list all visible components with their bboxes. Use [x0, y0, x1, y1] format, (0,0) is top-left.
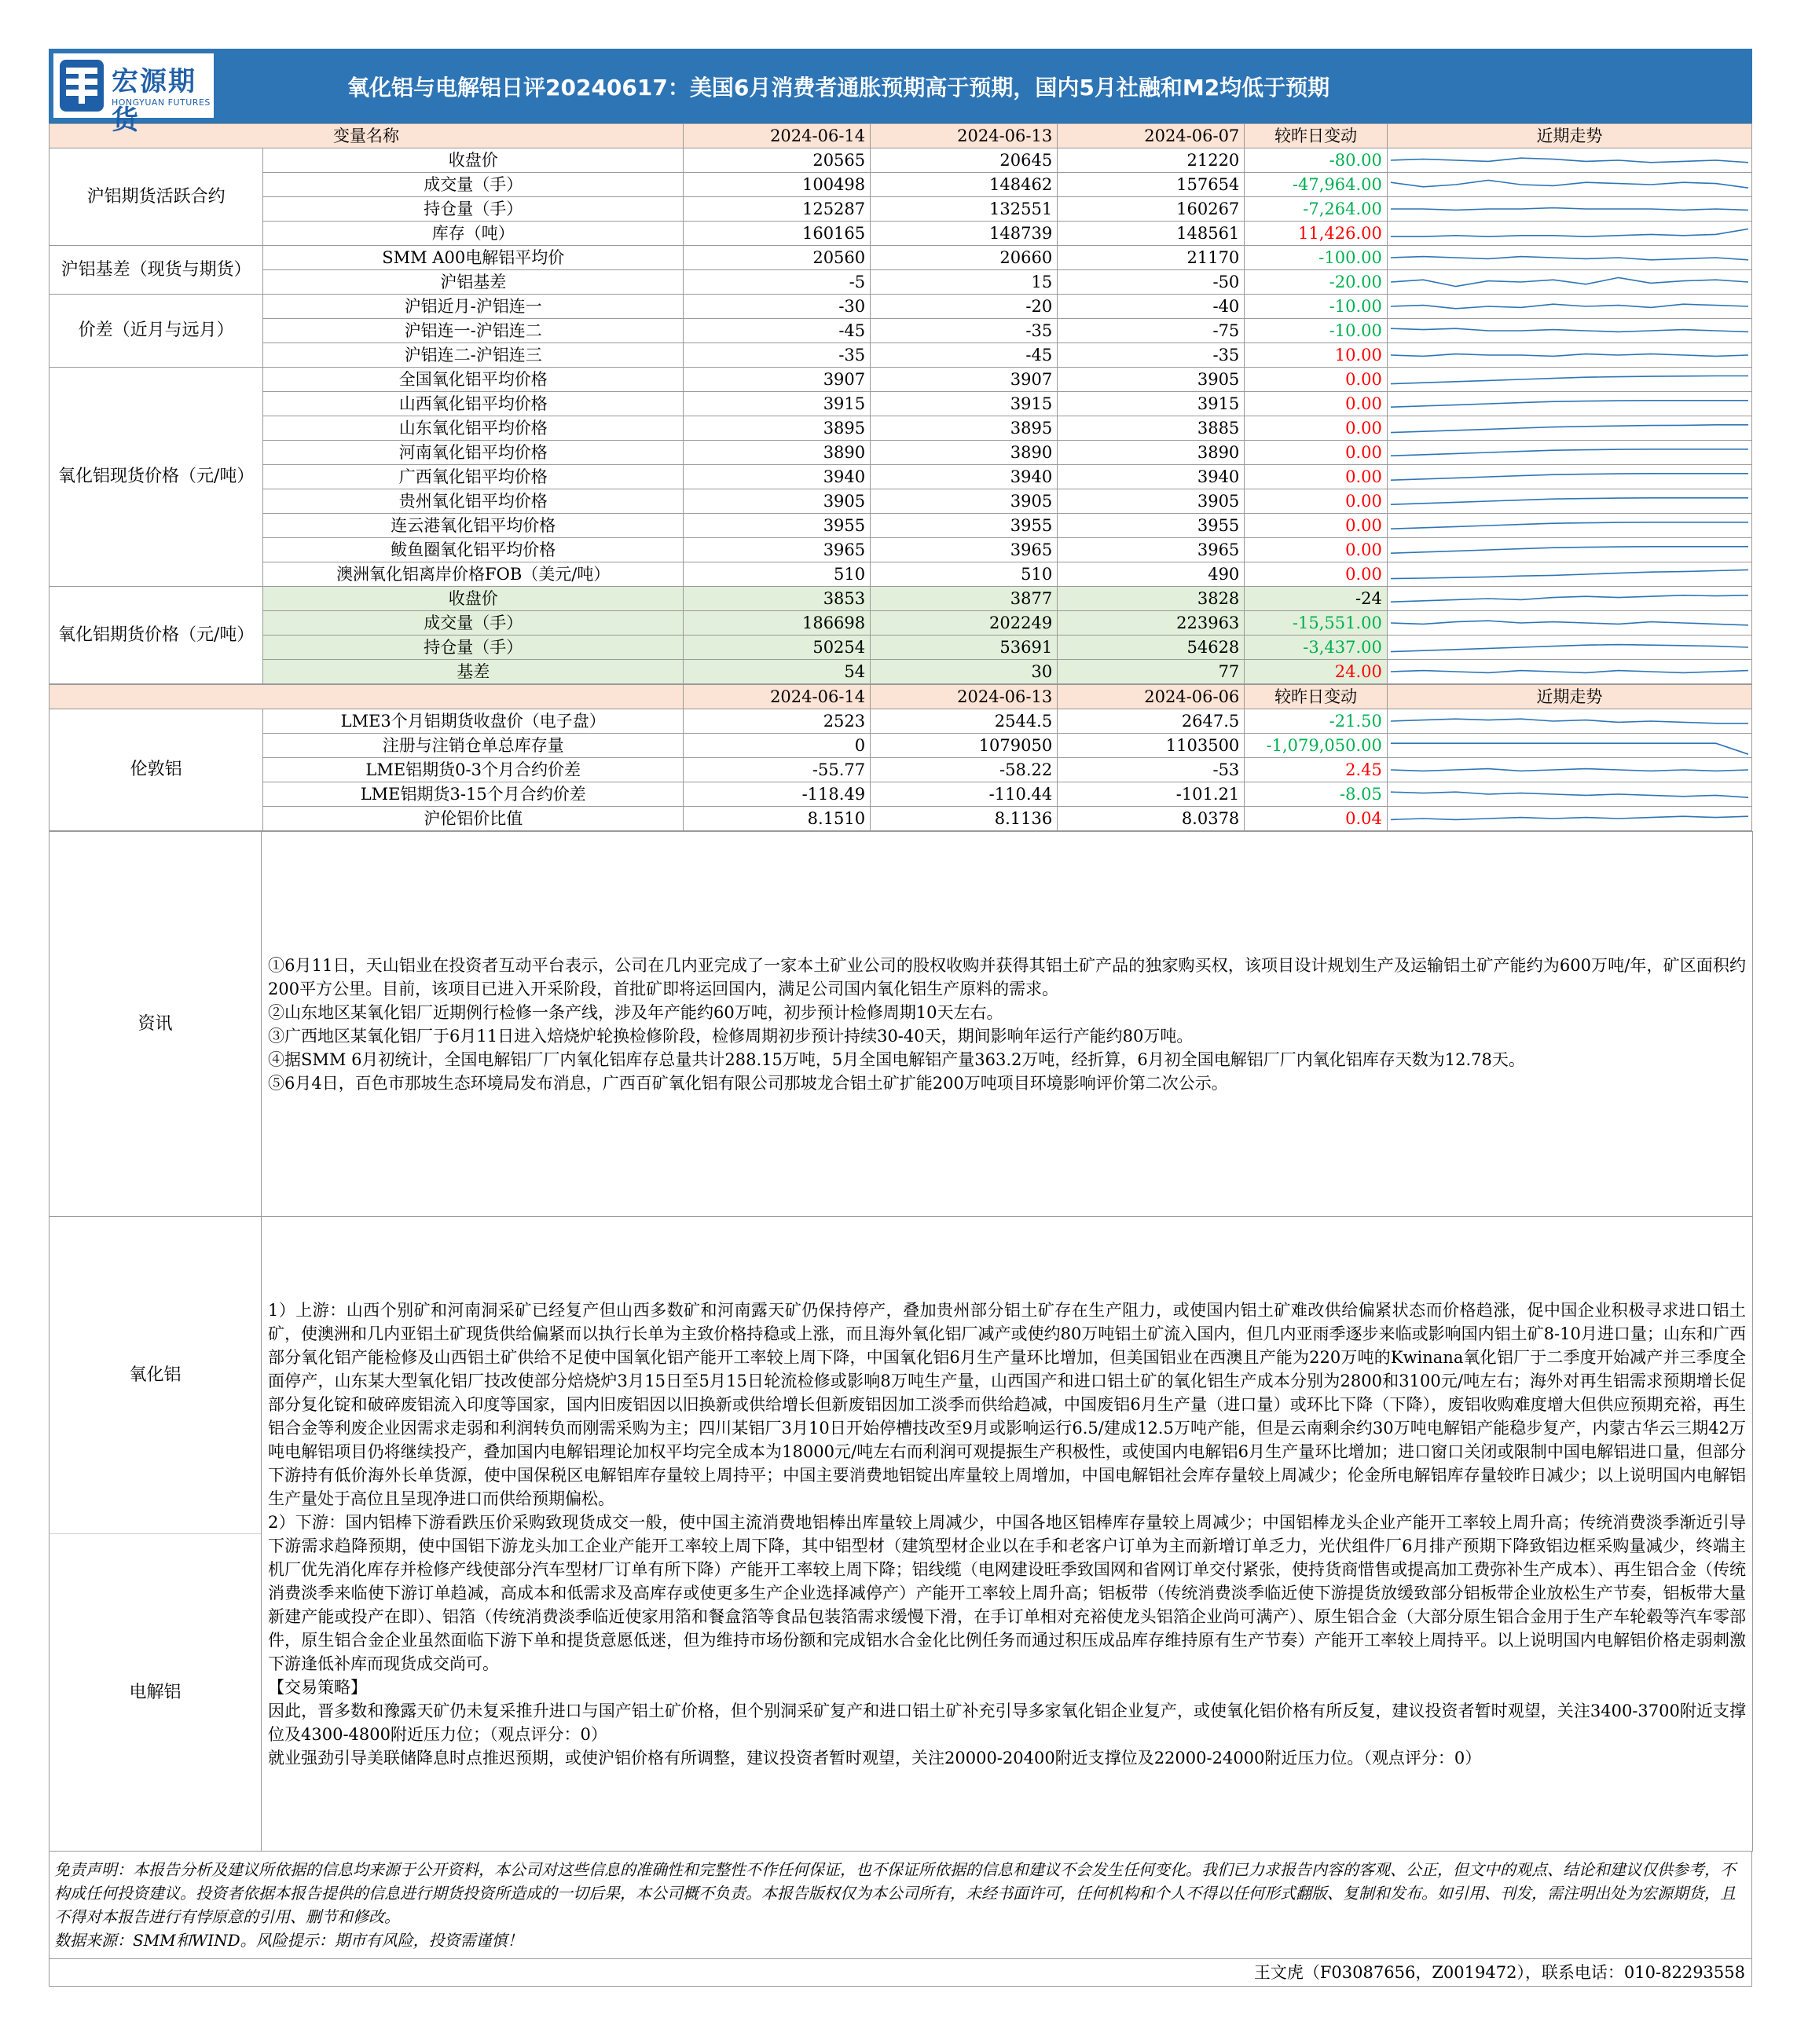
value-cell: 157654 — [1058, 173, 1245, 197]
table-row — [50, 807, 1752, 831]
value-cell: -35 — [1058, 343, 1245, 368]
table-row — [50, 562, 1752, 587]
variable-name: 成交量（手） — [263, 173, 684, 197]
change-cell: -7,264.00 — [1245, 197, 1388, 222]
value-cell: 3877 — [871, 587, 1058, 611]
table-row — [50, 148, 1752, 173]
value-cell: 3965 — [684, 538, 871, 562]
value-cell: 148561 — [1058, 222, 1245, 246]
value-cell: 2647.5 — [1058, 709, 1245, 734]
change-cell: 0.00 — [1245, 562, 1388, 587]
alumina-label: 氧化铝 — [50, 1217, 261, 1534]
variable-name: 沪铝近月-沪铝连一 — [263, 295, 684, 319]
trend-sparkline — [1387, 734, 1751, 758]
value-cell: 3853 — [684, 587, 871, 611]
change-cell: -10.00 — [1245, 295, 1388, 319]
trend-sparkline — [1387, 416, 1751, 441]
table-row — [50, 319, 1752, 343]
value-cell: 20645 — [871, 148, 1058, 173]
variable-name: 沪伦铝价比值 — [263, 807, 684, 831]
value-cell: 125287 — [684, 197, 871, 222]
news-label: 资讯 — [50, 832, 262, 1217]
category-label: 氧化铝期货价格（元/吨） — [50, 587, 263, 684]
category-label: 伦敦铝 — [50, 709, 263, 831]
value-cell: 21220 — [1058, 148, 1245, 173]
value-cell: -58.22 — [871, 758, 1058, 782]
change-cell: 0.00 — [1245, 514, 1388, 538]
trend-sparkline — [1387, 807, 1751, 831]
value-cell: 3955 — [871, 514, 1058, 538]
change-cell: -8.05 — [1245, 782, 1388, 807]
variable-name: 收盘价 — [263, 587, 684, 611]
variable-name: 河南氧化铝平均价格 — [263, 441, 684, 465]
variable-name: 成交量（手） — [263, 611, 684, 636]
header-cell: 较昨日变动 — [1245, 124, 1388, 148]
variable-name: 库存（吨） — [263, 222, 684, 246]
variable-name: SMM A00电解铝平均价 — [263, 246, 684, 270]
value-cell: -55.77 — [684, 758, 871, 782]
header-cell: 2024-06-07 — [1058, 124, 1245, 148]
value-cell: 3905 — [871, 489, 1058, 514]
value-cell: 160165 — [684, 222, 871, 246]
table-row — [50, 465, 1752, 489]
value-cell: 3895 — [684, 416, 871, 441]
value-cell: 100498 — [684, 173, 871, 197]
variable-name: 沪铝连一-沪铝连二 — [263, 319, 684, 343]
trend-sparkline — [1387, 758, 1751, 782]
value-cell: 202249 — [871, 611, 1058, 636]
value-cell: 3915 — [871, 392, 1058, 416]
value-cell: 148739 — [871, 222, 1058, 246]
header-variable-name: 变量名称 — [50, 124, 684, 148]
value-cell: -75 — [1058, 319, 1245, 343]
trend-sparkline — [1387, 368, 1751, 392]
value-cell: -53 — [1058, 758, 1245, 782]
table-row — [50, 660, 1752, 684]
value-cell: 54 — [684, 660, 871, 684]
report-sheet — [49, 49, 1752, 1987]
category-label: 价差（近月与远月） — [50, 295, 263, 368]
header-cell: 2024-06-13 — [871, 685, 1058, 709]
logo-mark-icon — [60, 60, 104, 112]
header-cell: 2024-06-13 — [871, 124, 1058, 148]
header-cell: 近期走势 — [1387, 685, 1751, 709]
trend-sparkline — [1387, 514, 1751, 538]
table-row — [50, 222, 1752, 246]
trend-sparkline — [1387, 465, 1751, 489]
trend-sparkline — [1387, 343, 1751, 368]
trend-sparkline — [1387, 148, 1751, 173]
value-cell: -110.44 — [871, 782, 1058, 807]
variable-name: 收盘价 — [263, 148, 684, 173]
change-cell: 24.00 — [1245, 660, 1388, 684]
value-cell: 2523 — [684, 709, 871, 734]
change-cell: 11,426.00 — [1245, 222, 1388, 246]
analyst-contact: 王文虎（F03087656，Z0019472），联系电话：010-82293558 — [49, 1959, 1752, 1987]
value-cell: 510 — [871, 562, 1058, 587]
value-cell: 148462 — [871, 173, 1058, 197]
table-header-row — [50, 685, 1752, 709]
value-cell: 8.0378 — [1058, 807, 1245, 831]
value-cell: 3895 — [871, 416, 1058, 441]
table-row — [50, 489, 1752, 514]
value-cell: 490 — [1058, 562, 1245, 587]
header-cell: 2024-06-14 — [684, 124, 871, 148]
value-cell: -30 — [684, 295, 871, 319]
variable-name: 广西氧化铝平均价格 — [263, 465, 684, 489]
category-label: 沪铝期货活跃合约 — [50, 148, 263, 246]
value-cell: 77 — [1058, 660, 1245, 684]
header-cell: 2024-06-14 — [684, 685, 871, 709]
change-cell: -15,551.00 — [1245, 611, 1388, 636]
value-cell: 3890 — [1058, 441, 1245, 465]
header-cell: 近期走势 — [1387, 124, 1751, 148]
table-row — [50, 343, 1752, 368]
report-title: 氧化铝与电解铝日评20240617：美国6月消费者通胀预期高于预期，国内5月社融和M2均低于预期 — [347, 75, 1330, 101]
change-cell: 0.00 — [1245, 538, 1388, 562]
value-cell: -45 — [871, 343, 1058, 368]
value-cell: 510 — [684, 562, 871, 587]
variable-name: 贵州氧化铝平均价格 — [263, 489, 684, 514]
change-cell: -80.00 — [1245, 148, 1388, 173]
electrolytic-aluminum-label: 电解铝 — [129, 1682, 182, 1702]
value-cell: 160267 — [1058, 197, 1245, 222]
variable-name: 注册与注销仓单总库存量 — [263, 734, 684, 758]
variable-name: 持仓量（手） — [263, 197, 684, 222]
value-cell: 3915 — [684, 392, 871, 416]
commentary-table — [49, 831, 1753, 1852]
value-cell: -5 — [684, 270, 871, 295]
change-cell: -21.50 — [1245, 709, 1388, 734]
change-cell: 0.00 — [1245, 489, 1388, 514]
change-cell: -20.00 — [1245, 270, 1388, 295]
header-cell: 2024-06-06 — [1058, 685, 1245, 709]
value-cell: -118.49 — [684, 782, 871, 807]
domestic-data-table — [49, 123, 1752, 684]
variable-name: 山西氧化铝平均价格 — [263, 392, 684, 416]
value-cell: 3907 — [684, 368, 871, 392]
value-cell: 53691 — [871, 636, 1058, 660]
header-variable-name — [50, 685, 684, 709]
variable-name: LME铝期货3-15个月合约价差 — [263, 782, 684, 807]
table-row — [50, 758, 1752, 782]
value-cell: 3940 — [1058, 465, 1245, 489]
table-row — [50, 611, 1752, 636]
trend-sparkline — [1387, 222, 1751, 246]
change-cell: 2.45 — [1245, 758, 1388, 782]
value-cell: 132551 — [871, 197, 1058, 222]
table-row — [50, 392, 1752, 416]
value-cell: 20660 — [871, 246, 1058, 270]
trend-sparkline — [1387, 173, 1751, 197]
value-cell: 3955 — [1058, 514, 1245, 538]
trend-sparkline — [1387, 587, 1751, 611]
change-cell: -47,964.00 — [1245, 173, 1388, 197]
value-cell: 3905 — [684, 489, 871, 514]
change-cell: -10.00 — [1245, 319, 1388, 343]
value-cell: -35 — [871, 319, 1058, 343]
analysis-labels — [50, 1217, 262, 1852]
change-cell: 0.04 — [1245, 807, 1388, 831]
table-header-row — [50, 124, 1752, 148]
value-cell: -45 — [684, 319, 871, 343]
change-cell: 0.00 — [1245, 416, 1388, 441]
value-cell: 15 — [871, 270, 1058, 295]
change-cell: 0.00 — [1245, 368, 1388, 392]
table-row — [50, 636, 1752, 660]
trend-sparkline — [1387, 246, 1751, 270]
table-row — [50, 782, 1752, 807]
trend-sparkline — [1387, 270, 1751, 295]
company-logo — [53, 53, 214, 136]
value-cell: 50254 — [684, 636, 871, 660]
variable-name: 澳洲氧化铝离岸价格FOB（美元/吨） — [263, 562, 684, 587]
variable-name: 持仓量（手） — [263, 636, 684, 660]
table-row — [50, 173, 1752, 197]
logo-en-text: HONGYUAN FUTURES — [112, 97, 211, 108]
value-cell: 20560 — [684, 246, 871, 270]
trend-sparkline — [1387, 538, 1751, 562]
variable-name: 鲅鱼圈氧化铝平均价格 — [263, 538, 684, 562]
trend-sparkline — [1387, 489, 1751, 514]
header-cell: 较昨日变动 — [1245, 685, 1388, 709]
table-row — [50, 538, 1752, 562]
value-cell: 3905 — [1058, 368, 1245, 392]
value-cell: 21170 — [1058, 246, 1245, 270]
trend-sparkline — [1387, 611, 1751, 636]
trend-sparkline — [1387, 319, 1751, 343]
trend-sparkline — [1387, 782, 1751, 807]
value-cell: 3940 — [684, 465, 871, 489]
table-row — [50, 246, 1752, 270]
value-cell: 3890 — [684, 441, 871, 465]
table-row — [50, 734, 1752, 758]
table-row — [50, 416, 1752, 441]
value-cell: 3940 — [871, 465, 1058, 489]
value-cell: -20 — [871, 295, 1058, 319]
trend-sparkline — [1387, 562, 1751, 587]
value-cell: 8.1136 — [871, 807, 1058, 831]
change-cell: -1,079,050.00 — [1245, 734, 1388, 758]
news-text: ①6月11日，天山铝业在投资者互动平台表示，公司在几内亚完成了一家本土矿业公司的股权收购并获得其铝土矿产品的独家购买权，该项目设计规划生产及运输铝土矿产能约为600万吨/年，矿区面积约200平方公里。目前，该项目已进入开采阶段，首批矿即将运回国内，满足公司国内氧化铝生产原料的需求。 ②山东地区某氧化铝厂近期例行检修一条产线，涉及年产能约60万吨，初步预计检修周期10天左右。 ③广西地区某氧化铝厂于6月11日进入焙烧炉轮换检修阶段，检修周期初步预计持续30-40天，期间影响年运行产能约80万吨。 ④据SMM 6月初统计，全国电解铝厂厂内氧化铝库存总量共计288.15万吨，5月全国电解铝产量363.2万吨，经折算，6月初全国电解铝厂厂内氧化铝库存天数为12.78天。 ⑤6月4日，百色市那坡生态环境局发布消息，广西百矿氧化铝有限公司那坡龙合铝土矿扩能200万吨项目环境影响评价第二次公示。 — [262, 832, 1753, 1217]
logo-cn-text: 宏源期货 — [112, 66, 196, 136]
disclaimer: 免责声明：本报告分析及建议所依据的信息均来源于公开资料，本公司对这些信息的准确性和完整性不作任何保证，也不保证所依据的信息和建议不会发生任何变化。我们已力求报告内容的客观、公正，但文中的观点、结论和建议仅供参考，不构成任何投资建议。投资者依据本报告提供的信息进行期货投资所造成的一切后果，本公司概不负责。本报告版权仅为本公司所有，未经书面许可，任何机构和个人不得以任何形式翻版、复制和发布。如引用、刊发，需注明出处为宏源期货，且不得对本报告进行有悖原意的引用、删节和修改。 数据来源：SMM和WIND。风险提示：期市有风险，投资需谨慎！ — [49, 1852, 1752, 1959]
value-cell: 3915 — [1058, 392, 1245, 416]
value-cell: 8.1510 — [684, 807, 871, 831]
variable-name: 山东氧化铝平均价格 — [263, 416, 684, 441]
variable-name: 沪铝基差 — [263, 270, 684, 295]
trend-sparkline — [1387, 197, 1751, 222]
value-cell: 0 — [684, 734, 871, 758]
table-row — [50, 368, 1752, 392]
value-cell: 3965 — [871, 538, 1058, 562]
value-cell: 3885 — [1058, 416, 1245, 441]
change-cell: 0.00 — [1245, 392, 1388, 416]
category-label: 氧化铝现货价格（元/吨） — [50, 368, 263, 587]
trend-sparkline — [1387, 636, 1751, 660]
table-row — [50, 441, 1752, 465]
table-row — [50, 514, 1752, 538]
value-cell: 1103500 — [1058, 734, 1245, 758]
value-cell: 1079050 — [871, 734, 1058, 758]
value-cell: 223963 — [1058, 611, 1245, 636]
variable-name: 基差 — [263, 660, 684, 684]
change-cell: 0.00 — [1245, 465, 1388, 489]
change-cell: -24 — [1245, 587, 1388, 611]
category-label: 沪铝基差（现货与期货） — [50, 246, 263, 295]
table-row — [50, 270, 1752, 295]
analysis-text: 1）上游：山西个别矿和河南洞采矿已经复产但山西多数矿和河南露天矿仍保持停产，叠加贵州部分铝土矿存在生产阻力，或使国内铝土矿难改供给偏紧状态而价格趋涨，促中国企业积极寻求进口铝土矿，使澳洲和几内亚铝土矿现货供给偏紧而以执行长单为主致价格持稳或上涨，而且海外氧化铝厂减产或使约80万吨铝土矿流入国内，但几内亚雨季逐步来临或影响国内铝土矿8-10月进口量；山东和广西部分氧化铝产能检修及山西铝土矿供给不足使中国氧化铝产能开工率较上周下降，中国氧化铝6月生产量环比增加，但美国铝业在西澳且产能为220万吨的Kwinana氧化铝厂于二季度开始减产并三季度全面停产，山东某大型氧化铝厂技改使部分焙烧炉3月15日至5月15日轮流检修或影响8万吨生产量，山西国产和进口铝土矿的氧化铝生产成本分别为2800和3100元/吨左右；海外对再生铝需求预期增长促部分复化锭和破碎废铝流入印度等国家，国内旧废铝因以旧换新或供给增长但新废铝因加工淡季而供给趋减，中国废铝6月生产量（进口量）或环比下降（下降），废铝收购难度增大但供应预期充裕，再生铝合金等利废企业因需求走弱和利润转负而刚需采购为主；四川某铝厂3月10日开始停槽技改至9月或影响运行6.5/建成12.5万吨产能，但是云南剩余约30万吨电解铝产能稳步复产，内蒙古华云三期42万吨电解铝项目仍将继续投产，叠加国内电解铝理论加权平均完全成本为18000元/吨左右而利润可观提振生产积极性，或使国内电解铝6月生产量环比增加；进口窗口关闭或限制中国电解铝进口量，但部分下游持有低价海外长单货源，使中国保税区电解铝库存量较上周持平；中国主要消费地铝锭出库量较上周增加，中国电解铝社会库存量较上周减少；伦金所电解铝库存量较昨日减少；以上说明国内电解铝生产量处于高位且呈现净进口而供给预期偏松。 2）下游：国内铝棒下游看跌压价采购致现货成交一般，使中国主流消费地铝棒出库量较上周减少，中国各地区铝棒库存量较上周减少；中国铝棒龙头企业产能开工率较上周升高；传统消费淡季渐近引导下游需求趋降预期，使中国铝下游龙头加工企业产能开工率较上周下降，其中铝型材（建筑型材企业以在手和老客户订单为主而新增订单乏力，光伏组件厂6月排产预期下降致铝边框采购量减少，终端主机厂优先消化库存并检修产线使部分汽车型材厂订单有所下降）产能开工率较上周下降；铝线缆（电网建设旺季致国网和省网订单交付紧张，使持货商惜售或提高加工费弥补生产成本）、再生铝合金（传统消费淡季来临使下游订单趋减，高成本和低需求及高库存或使更多生产企业选择减停产）产能开工率较上周升高；铝板带（传统消费淡季临近使下游提货放缓致部分铝板带企业放松生产节奏，铝板带大量新建产能或投产在即）、铝箔（传统消费淡季临近使家用箔和餐盒箔等食品包装箔需求缓慢下滑，在手订单相对充裕使龙头铝箔企业尚可满产）、原生铝合金（大部分原生铝合金用于生产车轮毂等汽车零部件，原生铝合金企业虽然面临下游下单和提货意愿低迷，但为维持市场份额和完成铝水合金化比例任务而通过积压成品库存维持原有生产节奏）产能开工率较上周持平。以上说明国内电解铝价格走弱刺激下游逢低补库而现货成交尚可。 【交易策略】 因此，晋多数和豫露天矿仍未复采推升进口与国产铝土矿价格，但个别洞采矿复产和进口铝土矿补充引导多家氧化铝企业复产，或使氧化铝价格有所反复，建议投资者暂时观望，关注3400-3700附近支撑位及4300-4800附近压力位；（观点评分：0） 就业强劲引导美联储降息时点推迟预期，或使沪铝价格有所调整，建议投资者暂时观望，关注20000-20400附近支撑位及22000-24000附近压力位。（观点评分：0） — [262, 1217, 1753, 1852]
value-cell: 3907 — [871, 368, 1058, 392]
value-cell: 3905 — [1058, 489, 1245, 514]
change-cell: 0.00 — [1245, 441, 1388, 465]
variable-name: 连云港氧化铝平均价格 — [263, 514, 684, 538]
table-row — [50, 709, 1752, 734]
variable-name: LME铝期货0-3个月合约价差 — [263, 758, 684, 782]
value-cell: 20565 — [684, 148, 871, 173]
value-cell: -101.21 — [1058, 782, 1245, 807]
change-cell: 10.00 — [1245, 343, 1388, 368]
value-cell: 3890 — [871, 441, 1058, 465]
trend-sparkline — [1387, 295, 1751, 319]
table-row — [50, 587, 1752, 611]
value-cell: 3965 — [1058, 538, 1245, 562]
trend-sparkline — [1387, 709, 1751, 734]
value-cell: -35 — [684, 343, 871, 368]
value-cell: -40 — [1058, 295, 1245, 319]
variable-name: 全国氧化铝平均价格 — [263, 368, 684, 392]
variable-name: LME3个月铝期货收盘价（电子盘） — [263, 709, 684, 734]
value-cell: 3828 — [1058, 587, 1245, 611]
trend-sparkline — [1387, 392, 1751, 416]
value-cell: 2544.5 — [871, 709, 1058, 734]
value-cell: 30 — [871, 660, 1058, 684]
value-cell: 3955 — [684, 514, 871, 538]
lme-data-table — [49, 684, 1752, 831]
value-cell: 54628 — [1058, 636, 1245, 660]
change-cell: -3,437.00 — [1245, 636, 1388, 660]
trend-sparkline — [1387, 660, 1751, 684]
change-cell: -100.00 — [1245, 246, 1388, 270]
value-cell: 186698 — [684, 611, 871, 636]
variable-name: 沪铝连二-沪铝连三 — [263, 343, 684, 368]
table-row — [50, 197, 1752, 222]
trend-sparkline — [1387, 441, 1751, 465]
table-row — [50, 295, 1752, 319]
value-cell: -50 — [1058, 270, 1245, 295]
